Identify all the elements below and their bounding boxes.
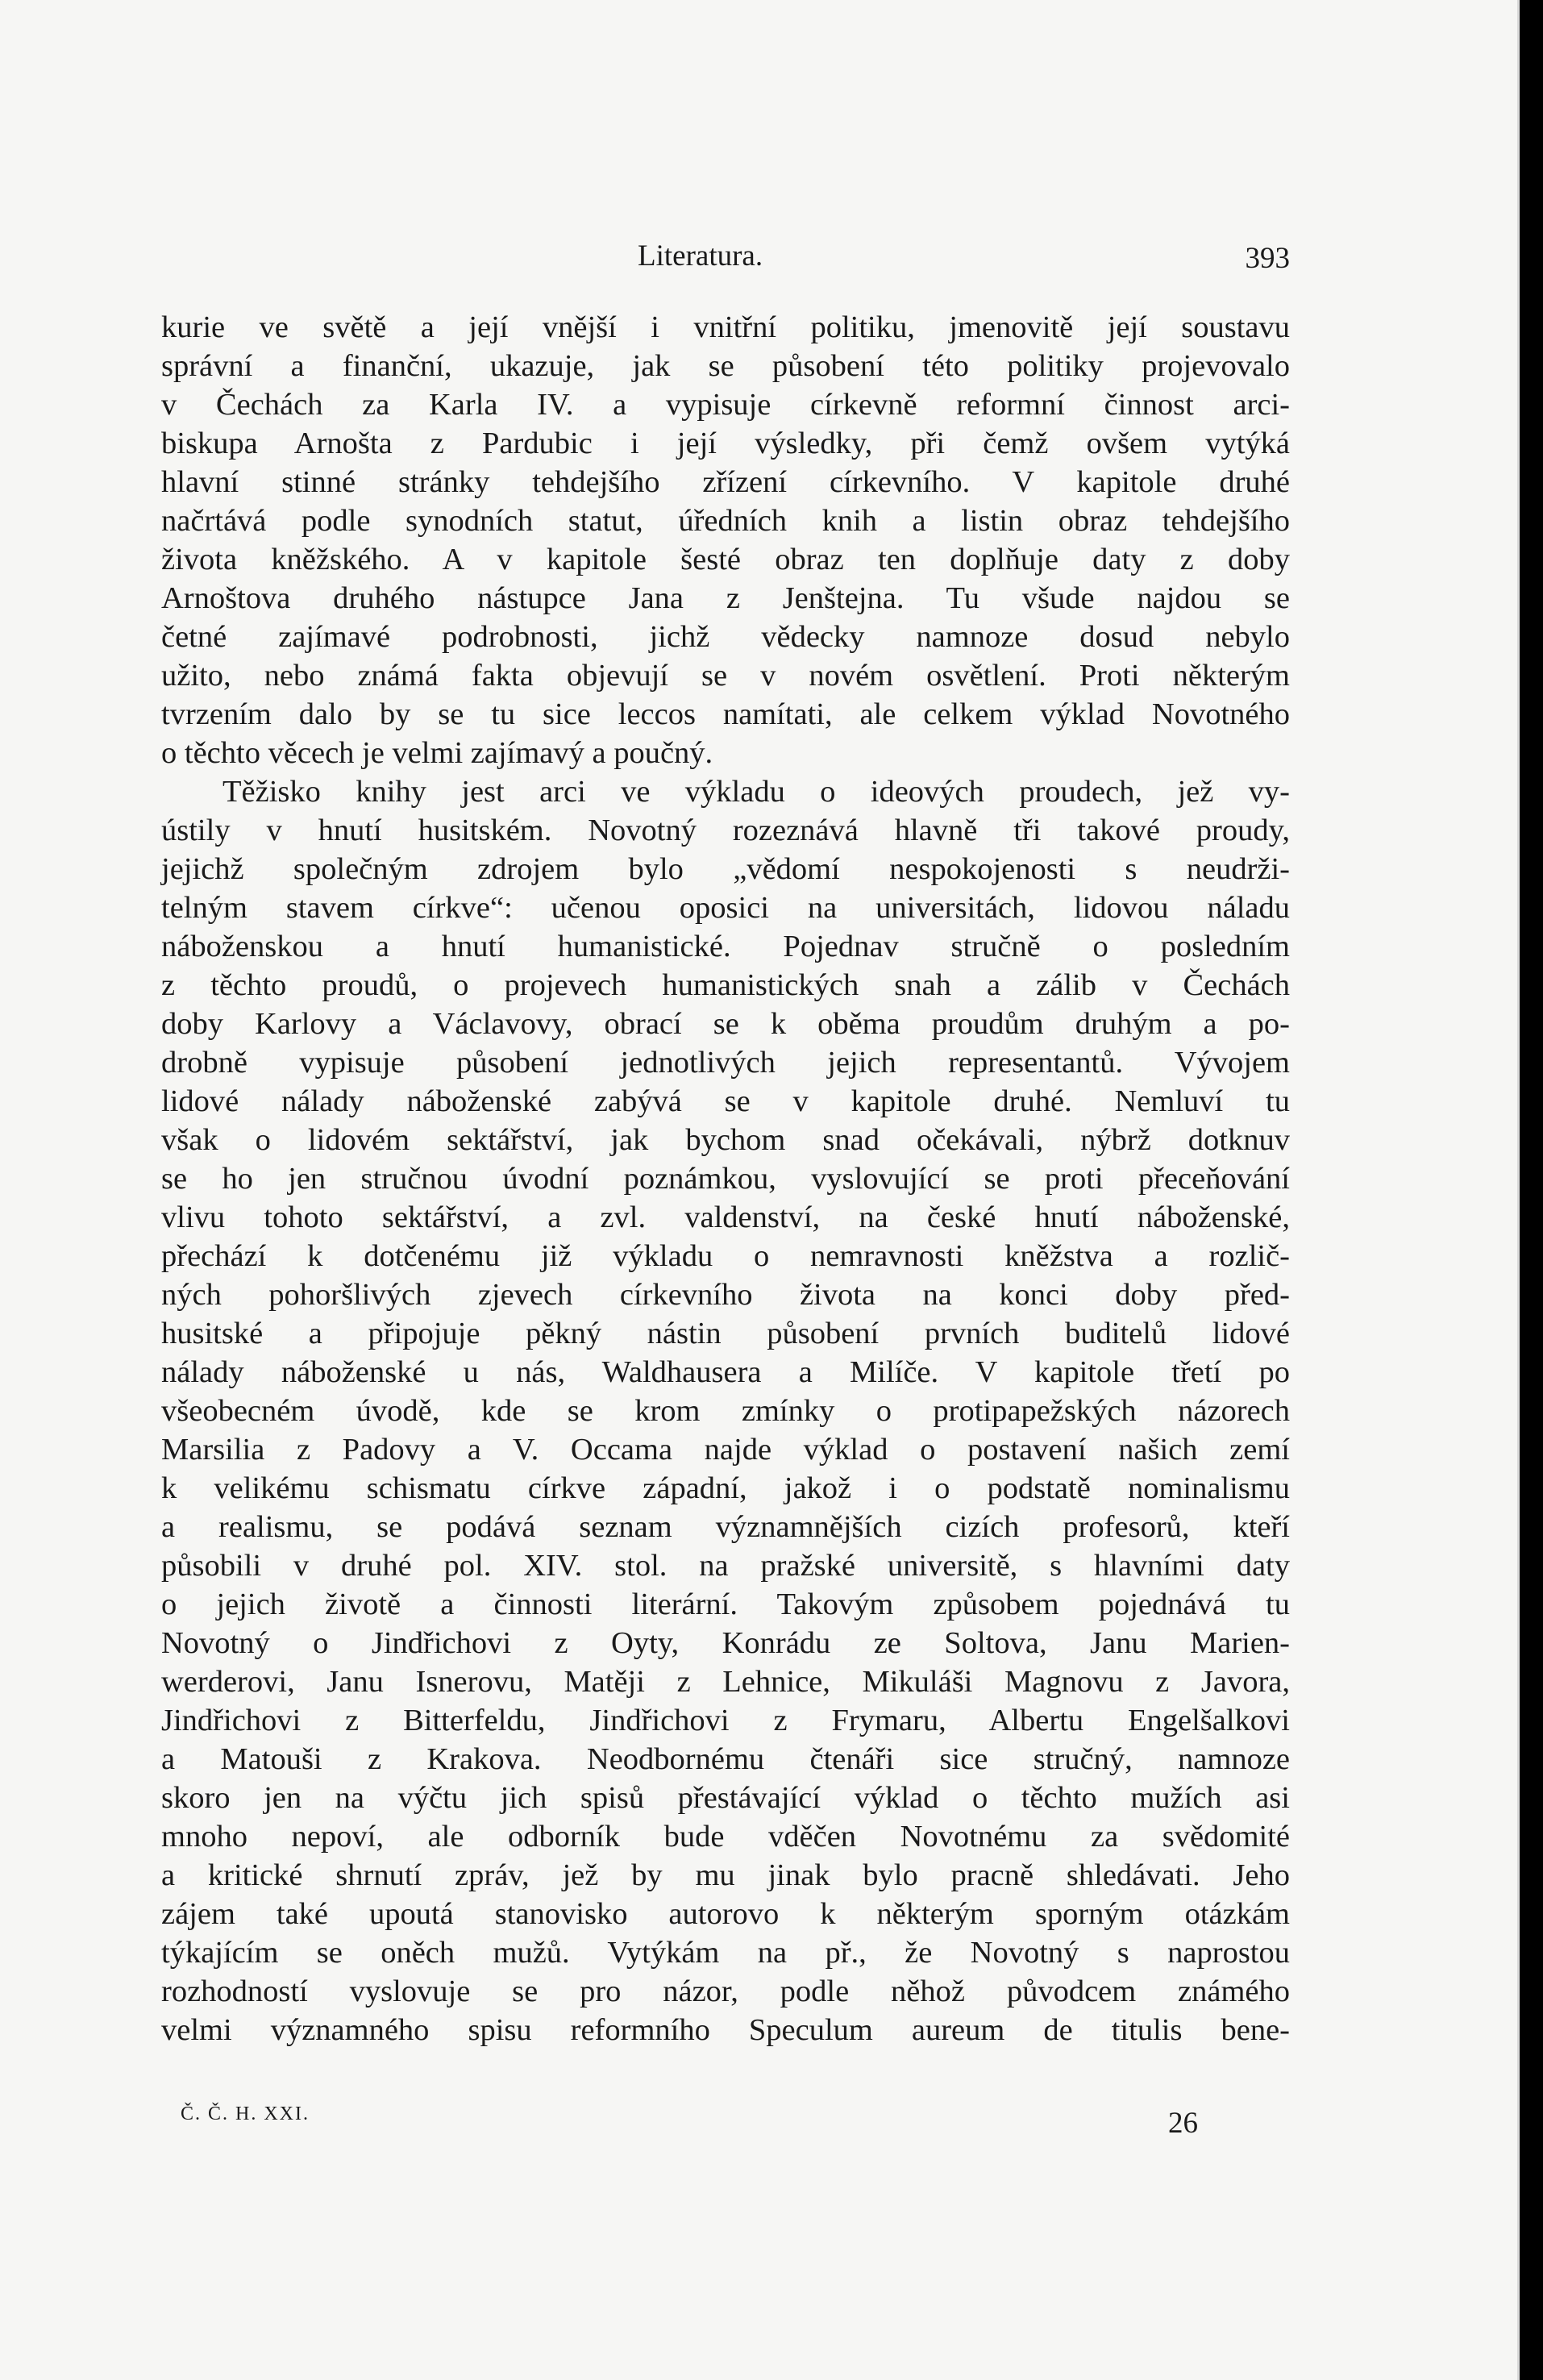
text-line: husitské a připojuje pěkný nástin působení prvních buditelů lidové bbox=[161, 1317, 1290, 1350]
text-line: z těchto proudů, o projevech humanistických snah a zálib v Čechách bbox=[161, 968, 1290, 1002]
text-line: ústily v hnutí husitském. Novotný rozeznává hlavně tři takové proudy, bbox=[161, 813, 1290, 847]
text-line: a Matouši z Krakova. Neodbornému čtenáři sice stručný, namnoze bbox=[161, 1742, 1290, 1776]
text-line: života kněžského. A v kapitole šesté obraz ten doplňuje daty z doby bbox=[161, 543, 1290, 576]
text-line: biskupa Arnošta z Pardubic i její výsledky, při čemž ovšem vytýká bbox=[161, 426, 1290, 460]
text-line: velmi významného spisu reformního Speculum aureum de titulis bene- bbox=[161, 2013, 1290, 2047]
text-line: hlavní stinné stránky tehdejšího zřízení církevního. V kapitole druhé bbox=[161, 465, 1290, 499]
text-line: správní a finanční, ukazuje, jak se působení této politiky projevovalo bbox=[161, 349, 1290, 383]
text-line: Arnoštova druhého nástupce Jana z Jenštejna. Tu všude najdou se bbox=[161, 581, 1290, 615]
page-number: 393 bbox=[1245, 242, 1290, 275]
text-line: ných pohoršlivých zjevech církevního života na konci doby před- bbox=[161, 1278, 1290, 1312]
page-footer bbox=[161, 2094, 1290, 2140]
text-line: zájem také upoutá stanovisko autorovo k některým sporným otázkám bbox=[161, 1897, 1290, 1931]
text-line: působili v druhé pol. XIV. stol. na pražské universitě, s hlavními daty bbox=[161, 1549, 1290, 1583]
text-line: a realismu, se podává seznam významnějších cizích profesorů, kteří bbox=[161, 1510, 1290, 1544]
text-line: tvrzením dalo by se tu sice leccos namítati, ale celkem výklad Novotného bbox=[161, 697, 1290, 731]
text-line: drobně vypisuje působení jednotlivých jejich representantů. Vývojem bbox=[161, 1046, 1290, 1080]
text-line: jejichž společným zdrojem bylo „vědomí nespokojenosti s neudrži- bbox=[161, 852, 1290, 886]
text-line: rozhodností vyslovuje se pro názor, podle něhož původcem známého bbox=[161, 1974, 1290, 2008]
text-line: Těžisko knihy jest arci ve výkladu o ideových proudech, jež vy- bbox=[223, 775, 1290, 809]
text-line: telným stavem církve“: učenou oposici na universitách, lidovou náladu bbox=[161, 891, 1290, 925]
paragraph-1 bbox=[161, 308, 1290, 772]
paragraph-2 bbox=[161, 772, 1290, 2049]
text-line: lidové nálady náboženské zabývá se v kapitole druhé. Nemluví tu bbox=[161, 1084, 1290, 1118]
text-line: o těchto věcech je velmi zajímavý a poučný. bbox=[161, 736, 713, 770]
text-line: týkajícím se oněch mužů. Vytýkám na př., že Novotný s naprostou bbox=[161, 1936, 1290, 1970]
sheet-number: 26 bbox=[1168, 2107, 1198, 2140]
page-header bbox=[161, 239, 1290, 279]
text-line: načrtává podle synodních statut, úředních knih a listin obraz tehdejšího bbox=[161, 504, 1290, 538]
text-line: doby Karlovy a Václavovy, obrací se k oběma proudům druhým a po- bbox=[161, 1007, 1290, 1041]
text-line: však o lidovém sektářství, jak bychom snad očekávali, nýbrž dotknuv bbox=[161, 1123, 1290, 1157]
text-line: nálady náboženské u nás, Waldhausera a Milíče. V kapitole třetí po bbox=[161, 1355, 1290, 1389]
text-line: kurie ve světě a její vnější i vnitřní politiku, jmenovitě její soustavu bbox=[161, 310, 1290, 344]
text-line: se ho jen stručnou úvodní poznámkou, vyslovující se proti přeceňování bbox=[161, 1162, 1290, 1196]
body-text bbox=[161, 308, 1290, 2049]
text-line: werderovi, Janu Isnerovu, Matěji z Lehnice, Mikuláši Magnovu z Javora, bbox=[161, 1665, 1290, 1699]
text-line: v Čechách za Karla IV. a vypisuje církevně reformní činnost arci- bbox=[161, 388, 1290, 422]
scan-edge-line bbox=[1517, 0, 1520, 2380]
text-line: užito, nebo známá fakta objevují se v novém osvětlení. Proti některým bbox=[161, 659, 1290, 693]
text-line: četné zajímavé podrobnosti, jichž vědecky namnoze dosud nebylo bbox=[161, 620, 1290, 654]
text-line: a kritické shrnutí zpráv, jež by mu jinak bylo pracně shledávati. Jeho bbox=[161, 1858, 1290, 1892]
text-line: skoro jen na výčtu jich spisů přestávající výklad o těchto mužích asi bbox=[161, 1781, 1290, 1815]
text-line: Marsilia z Padovy a V. Occama najde výklad o postavení našich zemí bbox=[161, 1433, 1290, 1467]
text-line: mnoho nepoví, ale odborník bude vděčen Novotnému za svědomité bbox=[161, 1820, 1290, 1854]
text-line: Novotný o Jindřichovi z Oyty, Konrádu ze Soltova, Janu Marien- bbox=[161, 1626, 1290, 1660]
running-title: Literatura. bbox=[638, 239, 763, 273]
text-line: náboženskou a hnutí humanistické. Pojednav stručně o posledním bbox=[161, 930, 1290, 963]
text-line: přechází k dotčenému již výkladu o nemravnosti kněžstva a rozlič- bbox=[161, 1239, 1290, 1273]
text-line: o jejich životě a činnosti literární. Takovým způsobem pojednává tu bbox=[161, 1587, 1290, 1621]
text-line: všeobecném úvodě, kde se krom zmínky o protipapežských názorech bbox=[161, 1394, 1290, 1428]
printer-signature: Č. Č. H. XXI. bbox=[181, 2103, 310, 2124]
text-line: vlivu tohoto sektářství, a zvl. valdenství, na české hnutí náboženské, bbox=[161, 1200, 1290, 1234]
text-line: Jindřichovi z Bitterfeldu, Jindřichovi z Frymaru, Albertu Engelšalkovi bbox=[161, 1704, 1290, 1737]
text-line: k velikému schismatu církve západní, jakož i o podstatě nominalismu bbox=[161, 1471, 1290, 1505]
